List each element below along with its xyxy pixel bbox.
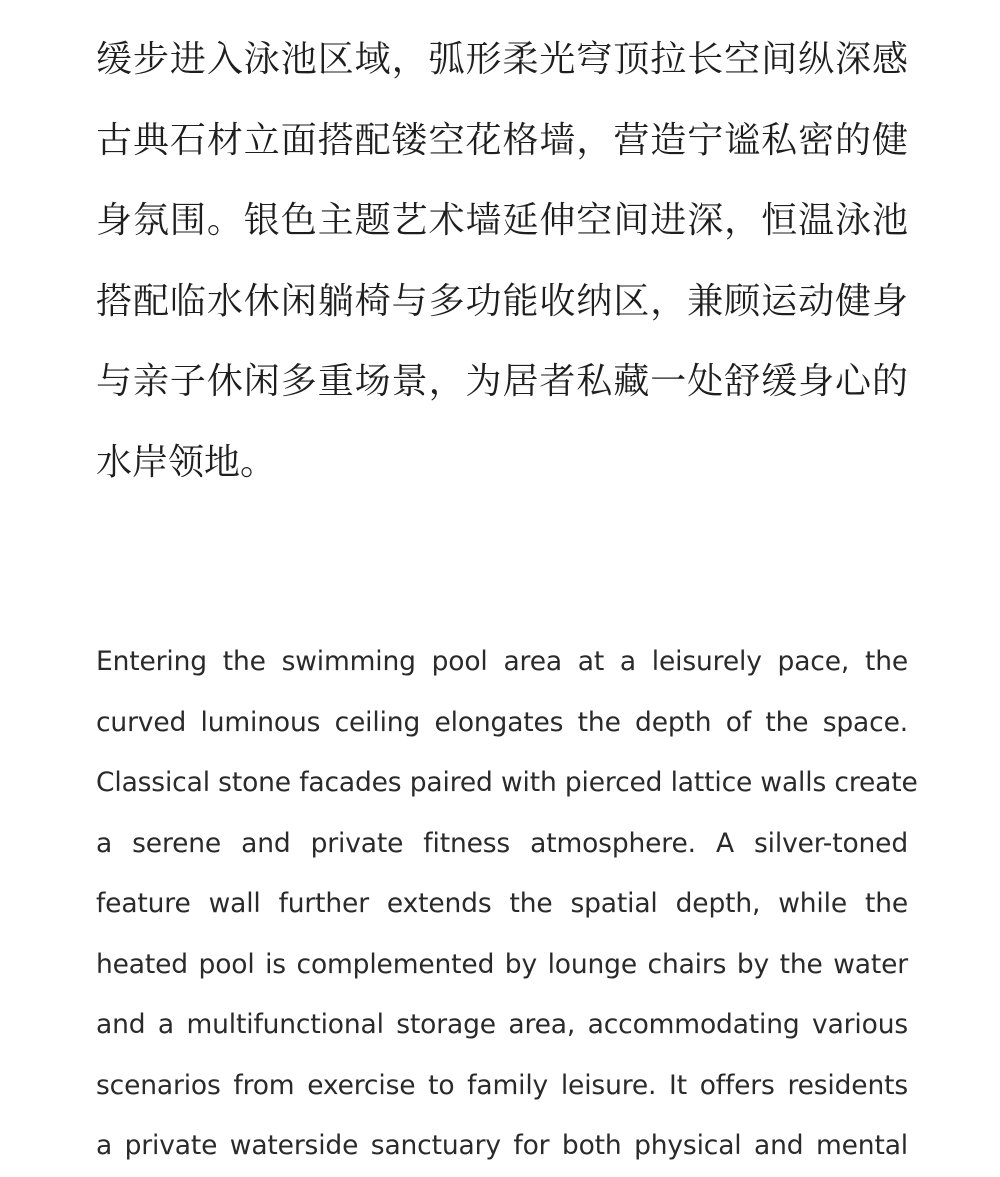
english-line: heated pool is complemented by lounge chairs by the water xyxy=(96,948,908,980)
english-line: a serene and private fitness atmosphere. A silver-toned xyxy=(96,827,908,859)
article xyxy=(96,0,918,1161)
chinese-line: 缓步进入泳池区域，弧形柔光穹顶拉长空间纵深感 xyxy=(96,39,908,80)
english-line: a private waterside sanctuary for both physical and mental xyxy=(96,1130,908,1161)
chinese-paragraph xyxy=(96,0,908,504)
english-line: scenarios from exercise to family leisure. It offers residents xyxy=(96,1069,908,1101)
english-line: Classical stone facades paired with pierced lattice walls create xyxy=(96,767,918,798)
chinese-line: 身氛围。银色主题艺术墙延伸空间进深，恒温泳池 xyxy=(96,200,908,242)
english-line: Entering the swimming pool area at a leisurely pace, the xyxy=(96,646,908,677)
chinese-line: 水岸领地。 xyxy=(96,441,277,483)
chinese-line: 古典石材立面搭配镂空花格墙，营造宁谧私密的健 xyxy=(96,119,908,161)
chinese-line: 搭配临水休闲躺椅与多功能收纳区，兼顾运动健身 xyxy=(96,280,908,322)
english-line: feature wall further extends the spatial depth, while the xyxy=(96,888,908,919)
chinese-line: 与亲子休闲多重场景，为居者私藏一处舒缓身心的 xyxy=(96,361,908,403)
english-paragraph xyxy=(96,632,918,1177)
english-line: and a multifunctional storage area, accommodating various xyxy=(96,1009,908,1040)
english-line: curved luminous ceiling elongates the depth of the space. xyxy=(96,706,908,738)
